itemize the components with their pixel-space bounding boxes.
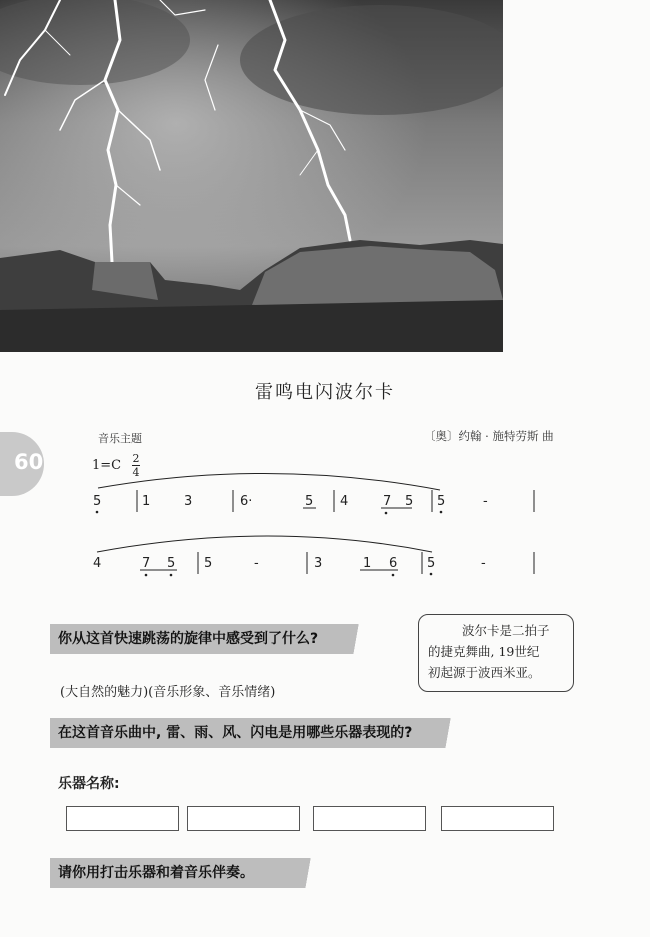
instrument-answer-box-1[interactable] — [66, 806, 179, 831]
task-text: 请你用打击乐器和着音乐伴奏。 — [58, 865, 254, 881]
note: 3 — [184, 494, 193, 509]
note: - — [481, 556, 486, 571]
callout-line: 的捷克舞曲, 19世纪 — [428, 644, 540, 659]
callout-line: 初起源于波西米亚。 — [428, 665, 541, 680]
note: 1 — [363, 556, 372, 571]
key-signature: 1=C — [92, 458, 122, 473]
page-number: 60 — [14, 450, 44, 474]
note: 6· — [240, 494, 253, 509]
note: 4 — [340, 494, 349, 509]
task-banner — [50, 858, 300, 888]
note: 5 — [405, 494, 414, 509]
song-title: 雷鸣电闪波尔卡 — [255, 382, 395, 403]
note: 1 — [142, 494, 151, 509]
instrument-answer-box-3[interactable] — [313, 806, 426, 831]
note: 5 — [305, 494, 314, 509]
note: 4 — [93, 556, 102, 571]
question-banner-2 — [50, 718, 440, 748]
question-1-text: 你从这首快速跳荡的旋律中感受到了什么? — [58, 631, 319, 647]
note: 5 — [204, 556, 213, 571]
note: - — [254, 556, 259, 571]
callout-line: 波尔卡是二拍子 — [462, 623, 550, 638]
note: 5 — [437, 494, 446, 509]
note: 7 — [383, 494, 392, 509]
instrument-name-label: 乐器名称: — [58, 776, 120, 792]
note: 5 — [167, 556, 176, 571]
meter-top: 2 — [132, 452, 140, 465]
theme-label: 音乐主题 — [98, 432, 142, 445]
note: - — [483, 494, 488, 509]
polka-note-callout — [418, 614, 574, 692]
note: 5 — [93, 494, 102, 509]
question-2-text: 在这首音乐曲中, 雷、雨、风、闪电是用哪些乐器表现的? — [58, 725, 413, 741]
note: 6 — [389, 556, 398, 571]
note: 7 — [142, 556, 151, 571]
question-banner-1 — [50, 624, 348, 654]
composer: 〔奥〕约翰 · 施特劳斯 曲 — [424, 429, 554, 443]
instrument-answer-box-4[interactable] — [441, 806, 554, 831]
instrument-answer-box-2[interactable] — [187, 806, 300, 831]
question-1-hint: (大自然的魅力)(音乐形象、音乐情绪) — [60, 685, 276, 700]
meter-bottom: 4 — [132, 466, 140, 479]
note: 5 — [427, 556, 436, 571]
note: 3 — [314, 556, 323, 571]
